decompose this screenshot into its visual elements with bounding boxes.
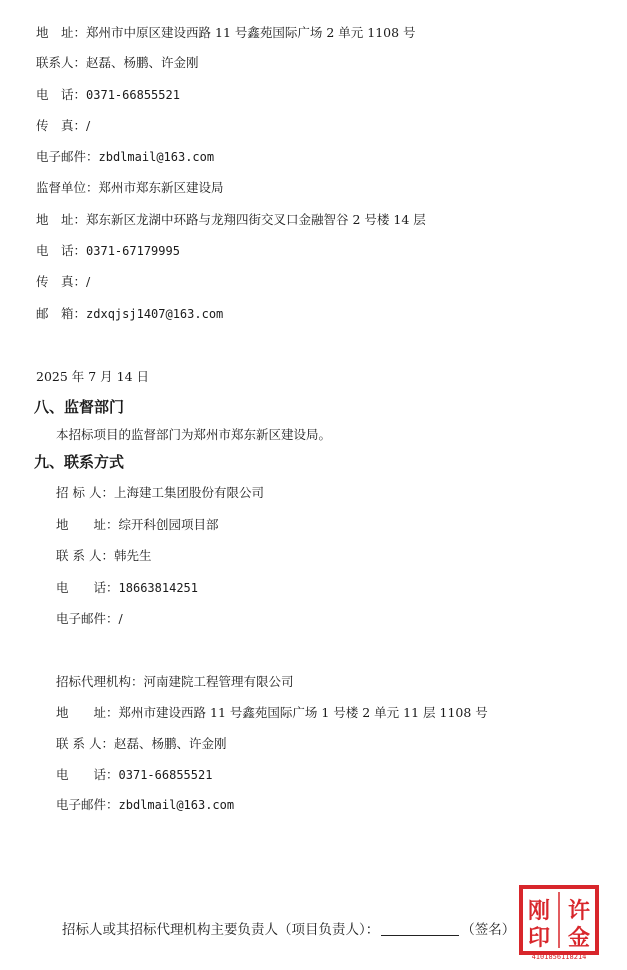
supervisor-mailbox-label: 邮 箱：	[36, 306, 87, 321]
seal-char-4: 金	[567, 926, 591, 951]
tenderer-name: 上海建工集团股份有限公司	[113, 485, 264, 500]
tenderer-phone-label: 电 话：	[56, 580, 119, 595]
agency2-phone: 0371-66855521	[118, 768, 213, 782]
tenderer-contact-label: 联 系 人：	[56, 548, 114, 563]
seal-char-3: 印	[527, 926, 551, 951]
seal-char-1: 刚	[527, 899, 551, 924]
supervisor-address-label: 地 址：	[36, 212, 87, 227]
tenderer-line	[56, 485, 264, 501]
supervisor-mailbox-line	[36, 306, 223, 322]
agency-line	[56, 674, 294, 690]
agency2-email: zbdlmail@163.com	[118, 798, 235, 812]
supervisor-fax-label: 传 真：	[36, 274, 87, 289]
agency-contact-person: 赵磊、杨鹏、许金刚	[86, 55, 199, 70]
agency-email: zbdlmail@163.com	[98, 150, 215, 164]
seal-number: 4101856118214	[531, 953, 587, 960]
tenderer-email-line	[56, 611, 123, 627]
agency-address: 郑州市中原区建设西路 11 号鑫苑国际广场 2 单元 1108 号	[86, 25, 416, 40]
signature-blank	[381, 923, 459, 936]
tenderer-label: 招 标 人：	[56, 485, 114, 500]
agency-fax-line	[36, 118, 90, 134]
seal-char-2: 许	[567, 899, 591, 924]
agency2-contact: 赵磊、杨鹏、许金刚	[113, 736, 227, 751]
contact-label: 联系人：	[36, 55, 87, 70]
supervisor-unit-line	[36, 180, 224, 196]
agency-address-line	[36, 25, 416, 41]
section8-title: 八、监督部门	[34, 398, 125, 416]
signature-label: 招标人或其招标代理机构主要负责人（项目负责人）：	[62, 922, 380, 938]
tenderer-address-line	[56, 517, 219, 533]
agency-phone-line	[36, 87, 180, 103]
agency-email-line	[36, 149, 214, 165]
agency-name: 河南建院工程管理有限公司	[143, 674, 294, 689]
tenderer-email-label: 电子邮件：	[56, 611, 119, 626]
personal-seal-stamp	[518, 884, 600, 960]
agency-fax: /	[86, 118, 91, 133]
agency2-phone-label: 电 话：	[56, 767, 119, 782]
agency2-address: 郑州市建设西路 11 号鑫苑国际广场 1 号楼 2 单元 11 层 1108 号	[118, 705, 488, 720]
agency2-contact-line	[56, 736, 226, 752]
supervisor-phone-line	[36, 243, 180, 259]
tenderer-contact: 韩先生	[113, 548, 152, 563]
agency2-address-label: 地 址：	[56, 705, 119, 720]
agency2-phone-line	[56, 767, 212, 783]
agency2-email-line	[56, 797, 234, 813]
phone-label: 电 话：	[36, 87, 87, 102]
agency-phone: 0371-66855521	[86, 88, 180, 102]
supervisor-unit: 郑州市郑东新区建设局	[98, 180, 224, 195]
supervisor-phone: 0371-67179995	[86, 244, 180, 258]
address-label: 地 址：	[36, 25, 87, 40]
notice-date: 2025 年 7 月 14 日	[36, 369, 150, 384]
agency2-contact-label: 联 系 人：	[56, 736, 114, 751]
agency-label: 招标代理机构：	[56, 674, 144, 689]
tenderer-phone-line	[56, 580, 198, 596]
agency-contact-line	[36, 55, 199, 71]
supervisor-address: 郑东新区龙湖中环路与龙翔四街交叉口金融智谷 2 号楼 14 层	[86, 212, 426, 227]
email-label: 电子邮件：	[36, 149, 99, 164]
section8-text: 本招标项目的监督部门为郑州市郑东新区建设局。	[56, 427, 332, 442]
supervisor-fax-line	[36, 274, 90, 290]
tenderer-contact-line	[56, 548, 151, 564]
tenderer-address: 综开科创园项目部	[118, 517, 219, 532]
agency2-email-label: 电子邮件：	[56, 797, 119, 812]
signature-suffix: （签名）	[461, 922, 516, 938]
signature-line	[62, 922, 515, 938]
tenderer-address-label: 地 址：	[56, 517, 119, 532]
agency2-address-line	[56, 705, 488, 721]
supervisor-fax: /	[86, 274, 91, 289]
tenderer-phone: 18663814251	[118, 581, 198, 595]
supervisor-mailbox: zdxqjsj1407@163.com	[86, 307, 224, 321]
supervisor-unit-label: 监督单位：	[36, 180, 99, 195]
supervisor-address-line	[36, 212, 426, 228]
fax-label: 传 真：	[36, 118, 87, 133]
supervisor-phone-label: 电 话：	[36, 243, 87, 258]
section9-title: 九、联系方式	[34, 453, 125, 471]
tenderer-email: /	[118, 611, 123, 626]
